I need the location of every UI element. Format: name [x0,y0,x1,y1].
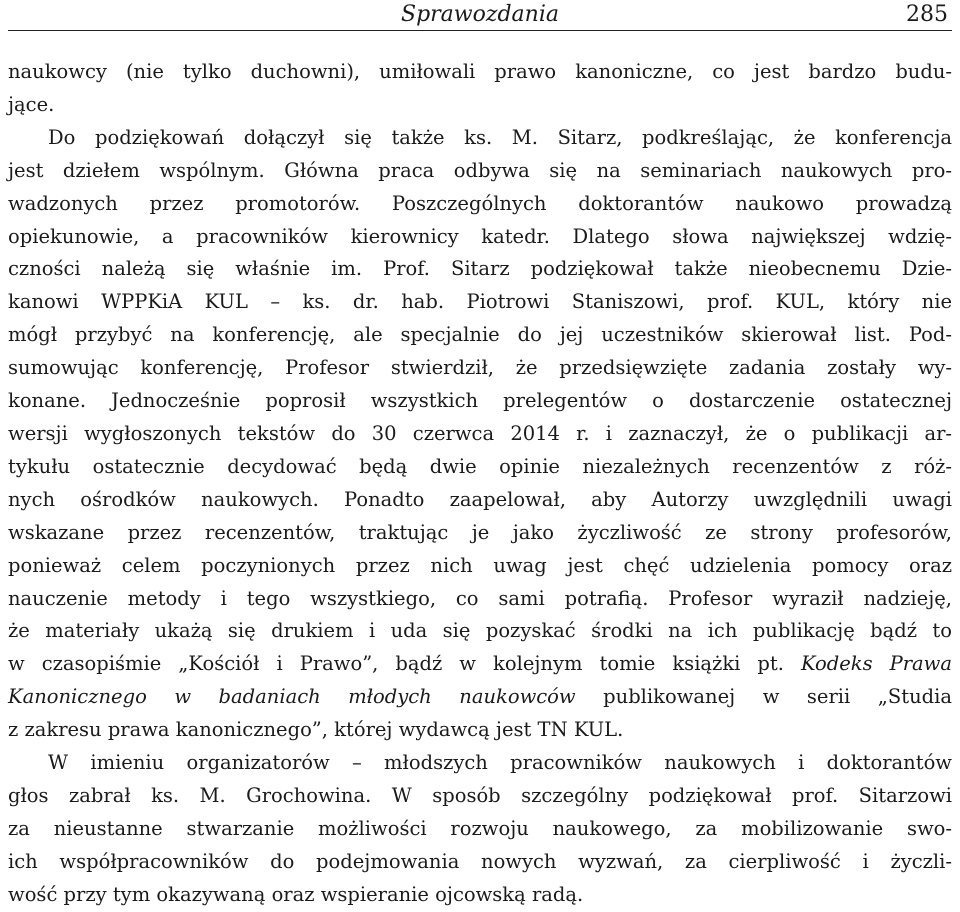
text-line [8,122,952,155]
text-run: Do podziękowań dołączył się także ks. M. Sitarz, podkreślając, że konferencja [48,125,952,149]
text-run: W imieniu organizatorów – młodszych pracowników naukowych i doktorantów [48,751,952,775]
text-line [8,89,952,122]
italic-title: Kanonicznego w badaniach młodych naukowców [8,685,576,709]
text-run: naukowcy (nie tylko duchowni), umiłowali prawo kanoniczne, co jest bardzo budu- [8,60,952,83]
text-line [8,286,952,319]
running-title: Sprawozdania [401,2,559,27]
text-line [8,879,952,912]
text-run: wersji wygłoszonych tekstów do 30 czerwca 2014 r. i zaznaczył, że o publikacji ar- [8,421,952,445]
text-line [8,188,952,221]
text-line [8,385,952,418]
text-line [8,451,952,484]
paragraph [8,56,952,122]
text-line [8,56,952,89]
page-header [8,0,952,31]
text-run: konane. Jednocześnie poprosił wszystkich prelegentów o dostarczenie ostatecznej [8,389,952,413]
text-line [8,648,952,681]
text-line [8,780,952,813]
text-line [8,253,952,286]
text-run: za nieustanne stwarzanie możliwości rozwoju naukowego, za mobilizowanie swo- [8,816,952,840]
text-line [8,747,952,780]
text-run: wskazane przez recenzentów, traktując je jako życzliwość ze strony profesorów, [8,520,952,544]
text-line [8,517,952,550]
text-run: że materiały ukażą się drukiem i uda się pozyskać środki na ich publikację bądź to [8,619,952,643]
text-line [8,155,952,188]
text-line [8,714,952,747]
text-line [8,418,952,451]
text-run: wadzonych przez promotorów. Poszczególnych doktorantów naukowo prowadzą [8,191,952,215]
text-run: nych ośrodków naukowych. Ponadto zaapelował, aby Autorzy uwzględnili uwagi [8,487,952,511]
text-run: sumowując konferencję, Profesor stwierdził, że przedsięwzięte zadania zostały wy- [8,356,952,380]
text-run: jest dziełem wspólnym. Główna praca odbywa się na seminariach naukowych pro- [8,158,952,182]
text-run: z zakresu prawa kanonicznego”, której wydawcą jest TN KUL. [8,718,624,742]
text-run: ponieważ celem poczynionych przez nich uwag jest chęć udzielenia pomocy oraz [8,553,952,577]
text-run: wość przy tym okazywaną oraz wspieranie ojcowską radą. [8,882,584,906]
text-run: ich współpracowników do podejmowania nowych wyzwań, za cierpliwość i życzli- [8,849,952,873]
text-run: tykułu ostatecznie decydować będą dwie opinie niezależnych recenzentów z róż- [8,454,952,478]
text-line [8,550,952,583]
paragraph [8,122,952,747]
text-run: opiekunowie, a pracowników kierownicy katedr. Dlatego słowa największej wdzię- [8,224,952,248]
text-line [8,615,952,648]
text-run: nauczenie metody i tego wszystkiego, co sami potrafią. Profesor wyraził nadzieję, [8,586,952,610]
text-line [8,484,952,517]
text-line [8,583,952,616]
text-line [8,319,952,352]
text-line [8,846,952,879]
text-run: publikowanej w serii „Studia [575,685,952,709]
text-line [8,221,952,254]
text-run: jące. [8,92,55,116]
text-run: w czasopiśmie „Kościół i Prawo”, bądź w kolejnym tomie książki pt. [8,652,801,676]
text-run: czności należą się właśnie im. Prof. Sitarz podziękował także nieobecnemu Dzie- [8,257,952,281]
text-line [8,681,952,714]
paragraph [8,747,952,912]
body-text [8,56,952,912]
text-line [8,352,952,385]
text-run: mógł przybyć na konferencję, ale specjalnie do jej uczestników skierował list. Pod- [8,323,952,347]
text-line [8,813,952,846]
page-number: 285 [906,2,948,27]
text-run: głos zabrał ks. M. Grochowina. W sposób szczególny podziękował prof. Sitarzowi [8,783,952,807]
text-run: kanowi WPPKiA KUL – ks. dr. hab. Piotrowi Staniszowi, prof. KUL, który nie [8,290,952,314]
italic-title: Kodeks Prawa [800,652,952,676]
